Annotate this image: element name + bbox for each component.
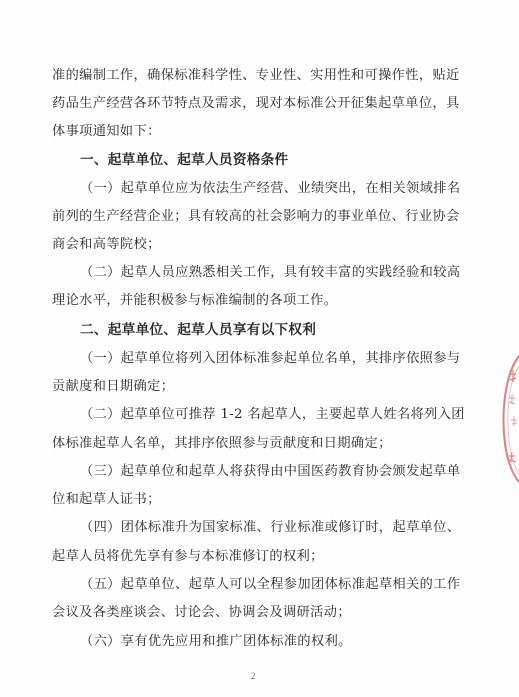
body-line-9: 理论水平，并能积极参与标准编制的各项工作。 <box>52 293 338 308</box>
body-line-15: （三）起草单位和起草人将获得由中国医药教育协会颁发起草单 <box>80 464 461 479</box>
body-line-14: 体标准起草人名单，其排序依照参与贡献度和日期确定； <box>52 436 392 451</box>
body-line-13: （二）起草单位可推荐 1-2 名起草人，主要起草人姓名将列入团 <box>80 407 465 422</box>
body-line-21: （六）享有优先应用和推广团体标准的权利。 <box>80 634 352 649</box>
body-line-6: 前列的生产经营企业；具有较高的社会影响力的事业单位、行业协会 <box>52 209 460 224</box>
body-line-18: 起草人员将优先享有参与本标准修订的权利； <box>52 549 324 564</box>
body-line-12: 贡献度和日期确定； <box>52 379 175 394</box>
body-line-3: 体事项通知如下： <box>52 124 161 139</box>
body-line-1: 准的编制工作，确保标准科学性、专业性、实用性和可操作性，贴近 <box>52 68 460 83</box>
section-heading-rights: 二、起草单位、起草人员享有以下权利 <box>80 322 317 338</box>
page-number: 2 <box>251 671 256 681</box>
red-seal-stamp-fragment <box>497 352 519 484</box>
body-line-19: （五）起草单位、起草人可以全程参加团体标准起草相关的工作 <box>80 577 461 592</box>
section-heading-qualifications: 一、起草单位、起草人员资格条件 <box>80 152 289 168</box>
body-line-16: 位和起草人证书； <box>52 492 161 507</box>
body-line-20: 会议及各类座谈会、讨论会、协调会及调研活动； <box>52 605 351 620</box>
body-line-11: （一）起草单位将列入团体标准参起单位名单，其排序依照参与 <box>80 351 461 366</box>
body-line-17: （四）团体标准升为国家标准、行业标准或修订时，起草单位、 <box>80 520 461 535</box>
body-line-7: 商会和高等院校； <box>52 237 161 252</box>
body-line-5: （一）起草单位应为依法生产经营、业绩突出，在相关领域排名 <box>80 181 461 196</box>
body-line-8: （二）起草人员应熟悉相关工作，具有较丰富的实践经验和较高 <box>80 265 461 280</box>
body-line-2: 药品生产经营各环节特点及需求，现对本标准公开征集起草单位，具 <box>52 96 460 111</box>
